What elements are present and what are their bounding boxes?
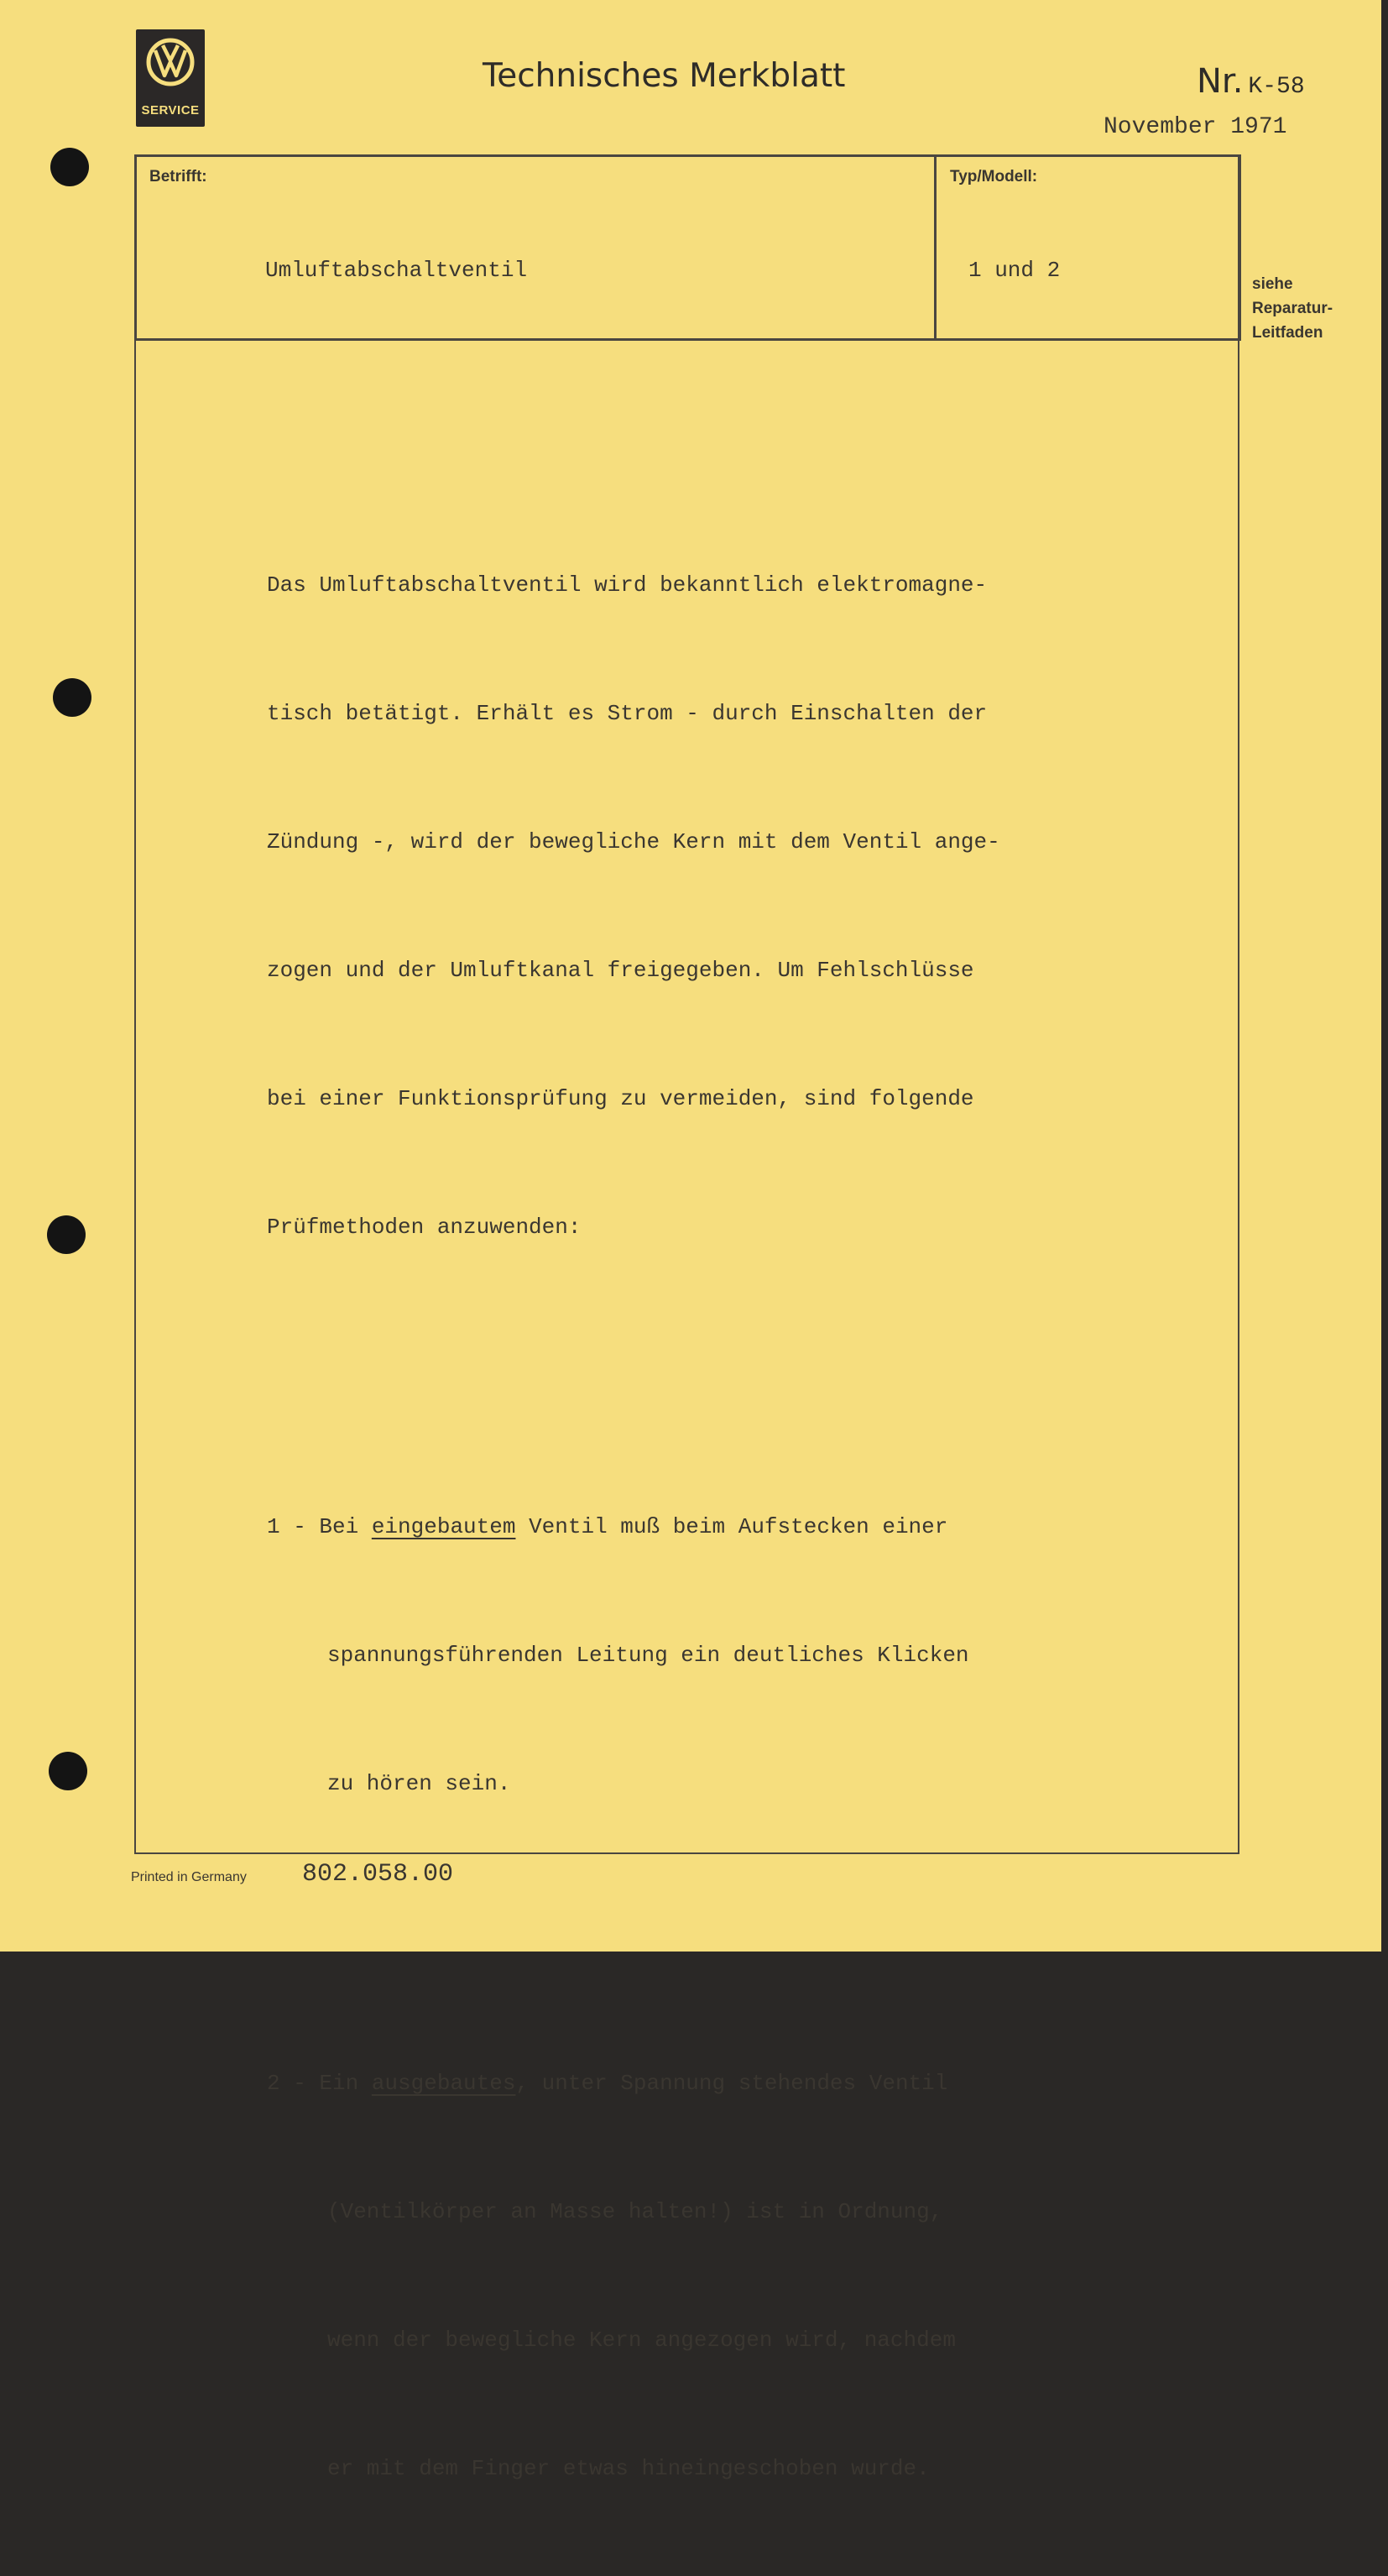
document-date: November 1971 [1104, 114, 1287, 140]
underlined-word: eingebautem [371, 1514, 516, 1539]
punch-hole [50, 148, 89, 186]
betrifft-label: Betrifft: [149, 168, 207, 185]
punch-hole [49, 1752, 87, 1790]
item-rest: , unter Spannung stehendes Ventil [515, 2071, 948, 2096]
document-title: Technisches Merkblatt [483, 57, 846, 95]
body-line: zu hören sein. [327, 1771, 511, 1796]
item-rest: Ventil muß beim Aufstecken einer [515, 1514, 948, 1539]
body-line: bei einer Funktionsprüfung zu vermeiden, sind folgende [267, 1086, 974, 1111]
side-note-line: Leitfaden [1252, 324, 1323, 342]
form-code: 802.058.00 [302, 1860, 454, 1889]
subject-value: Umluftabschaltventil [265, 258, 528, 283]
body-line: er mit dem Finger etwas hineingeschoben wurde. [327, 2456, 930, 2481]
logo-service-text: SERVICE [141, 103, 200, 118]
underlined-word: ausgebautes [371, 2071, 516, 2096]
side-note [1252, 272, 1333, 345]
body-line: (Ventilkörper an Masse halten!) ist in Ordnung, [327, 2199, 943, 2224]
list-item-1 [267, 1506, 1190, 1549]
side-note-line: siehe [1252, 275, 1293, 293]
number-label: Nr. [1197, 62, 1244, 101]
body-line: Das Umluftabschaltventil wird bekanntlich elektromagne- [267, 572, 988, 598]
body-line: spannungsführenden Leitung ein deutliches Klicken [327, 1643, 969, 1668]
item-prefix: 1 - Bei [267, 1514, 372, 1539]
body-line: Zündung -, wird der bewegliche Kern mit dem Ventil ange- [267, 829, 1000, 854]
body-line: tisch betätigt. Erhält es Strom - durch Einschalten der [267, 701, 988, 726]
header-form-divider [934, 154, 937, 341]
printed-in-label: Printed in Germany [131, 1870, 247, 1884]
punch-hole [47, 1215, 86, 1254]
vw-emblem-icon [144, 36, 196, 97]
list-item-2 [267, 2062, 1190, 2105]
item-prefix: 2 - Ein [267, 2071, 372, 2096]
typ-modell-label: Typ/Modell: [950, 168, 1038, 185]
model-value: 1 und 2 [968, 258, 1061, 283]
punch-hole [53, 678, 91, 717]
document-number [1197, 62, 1305, 101]
body-line: wenn der bewegliche Kern angezogen wird, nachdem [327, 2328, 956, 2353]
number-value: K-58 [1248, 74, 1305, 100]
body-text [267, 478, 1190, 2576]
header-form-box [134, 154, 1241, 341]
vw-service-logo [136, 29, 205, 127]
body-line: Prüfmethoden anzuwenden: [267, 1215, 582, 1240]
side-note-line: Reparatur- [1252, 300, 1333, 317]
body-line: zogen und der Umluftkanal freigegeben. Um Fehlschlüsse [267, 958, 974, 983]
